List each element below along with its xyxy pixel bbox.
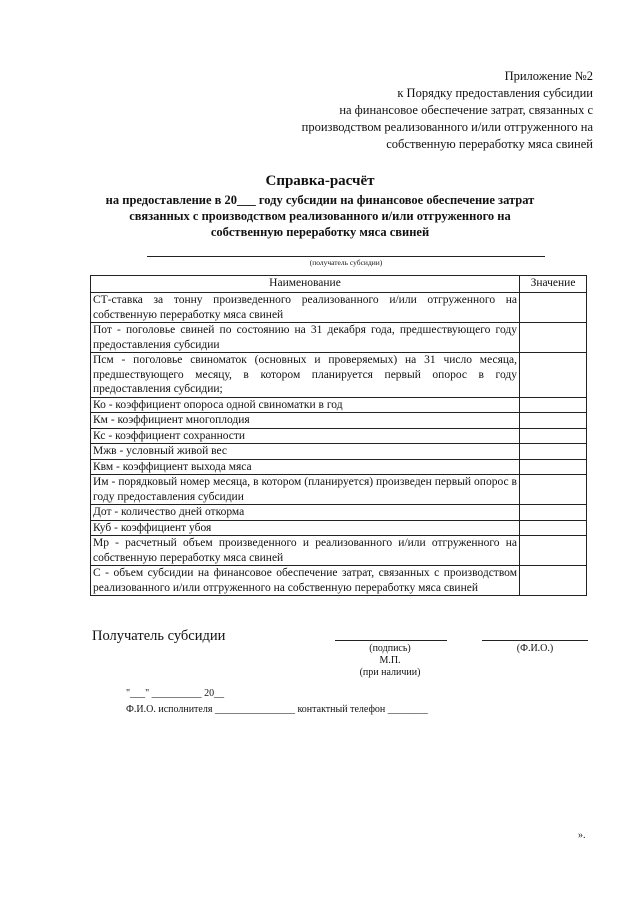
row-name: Дот - количество дней откорма xyxy=(91,505,520,521)
appendix-line: производством реализованного и/или отгруженного на xyxy=(301,120,593,134)
row-name: СТ-ставка за тонну произведенного реализованного и/или отгруженного на собственную переработку мяса свиней xyxy=(91,293,520,323)
row-value-cell[interactable] xyxy=(520,475,587,505)
row-name: Мр - расчетный объем произведенного и реализованного и/или отгруженного на собственную переработку мяса свиней xyxy=(91,536,520,566)
document-subtitle: на предоставление в 20___ году субсидии на финансовое обеспечение затрат связанных с производством реализованного и/или отгруженного на собственную переработку мяса свиней xyxy=(105,193,535,239)
date-line: "___" __________ 20__ xyxy=(126,688,225,699)
row-name: Км - коэффициент многоплодия xyxy=(91,413,520,429)
row-name: Пот - поголовье свиней по состоянию на 31 декабря года, предшествующего году предоставления субсидии xyxy=(91,323,520,353)
row-value-cell[interactable] xyxy=(520,413,587,429)
table-row xyxy=(91,397,587,413)
row-value-cell[interactable] xyxy=(520,520,587,536)
appendix-line: Приложение №2 xyxy=(504,69,593,83)
table-row xyxy=(91,444,587,460)
appendix-line: к Порядку предоставления субсидии xyxy=(397,86,593,100)
recipient-caption: (получатель субсидии) xyxy=(309,258,383,267)
row-name: Кс - коэффициент сохранности xyxy=(91,428,520,444)
row-name: С - объем субсидии на финансовое обеспечение затрат, связанных с производством реализованного и/или отгруженного на собственную переработку мяса свиней xyxy=(91,566,520,596)
row-value-cell[interactable] xyxy=(520,459,587,475)
table-row xyxy=(91,413,587,429)
closing-quote-mark: ». xyxy=(578,830,586,841)
table-row xyxy=(91,293,587,323)
row-value-cell[interactable] xyxy=(520,444,587,460)
row-value-cell[interactable] xyxy=(520,323,587,353)
row-value-cell[interactable] xyxy=(520,397,587,413)
executor-contact-line: Ф.И.О. исполнителя ________________ контактный телефон ________ xyxy=(126,704,428,715)
row-name: Им - порядковый номер месяца, в котором (планируется) произведен первый опорос в году предоставления субсидии xyxy=(91,475,520,505)
table-header-row xyxy=(91,276,587,293)
recipient-blank-line xyxy=(147,256,545,257)
row-name: Ко - коэффициент опороса одной свиноматки в год xyxy=(91,397,520,413)
appendix-block xyxy=(233,68,593,153)
row-value-cell[interactable] xyxy=(520,428,587,444)
fio-blank-line xyxy=(482,640,588,641)
fio-caption: (Ф.И.О.) xyxy=(516,643,554,654)
table-row xyxy=(91,520,587,536)
signature-blank-line xyxy=(335,640,447,641)
signature-caption: (подпись) xyxy=(369,643,411,654)
row-value-cell[interactable] xyxy=(520,536,587,566)
table-row xyxy=(91,428,587,444)
row-name: Квм - коэффициент выхода мяса xyxy=(91,459,520,475)
calculation-table xyxy=(90,275,587,596)
table-row xyxy=(91,566,587,596)
table-row xyxy=(91,323,587,353)
row-value-cell[interactable] xyxy=(520,293,587,323)
appendix-line: собственную переработку мяса свиней xyxy=(386,137,593,151)
stamp-mark: М.П. xyxy=(379,655,401,666)
table-row xyxy=(91,505,587,521)
stamp-note: (при наличии) xyxy=(359,667,421,678)
document-title: Справка-расчёт xyxy=(265,173,375,189)
table-row xyxy=(91,536,587,566)
row-name: Мжв - условный живой вес xyxy=(91,444,520,460)
row-value-cell[interactable] xyxy=(520,353,587,398)
row-name: Куб - коэффициент убоя xyxy=(91,520,520,536)
row-value-cell[interactable] xyxy=(520,566,587,596)
table-row xyxy=(91,475,587,505)
appendix-line: на финансовое обеспечение затрат, связанных с xyxy=(339,103,593,117)
row-name: Псм - поголовье свиноматок (основных и проверяемых) на 31 число месяца, предшествующего месяцу, в котором планируется первый опорос в году предоставления субсидии; xyxy=(91,353,520,398)
recipient-signature-label: Получатель субсидии xyxy=(92,628,226,644)
column-header-name: Наименование xyxy=(91,276,520,293)
table-row xyxy=(91,459,587,475)
table-row xyxy=(91,353,587,398)
row-value-cell[interactable] xyxy=(520,505,587,521)
column-header-value: Значение xyxy=(520,276,587,293)
